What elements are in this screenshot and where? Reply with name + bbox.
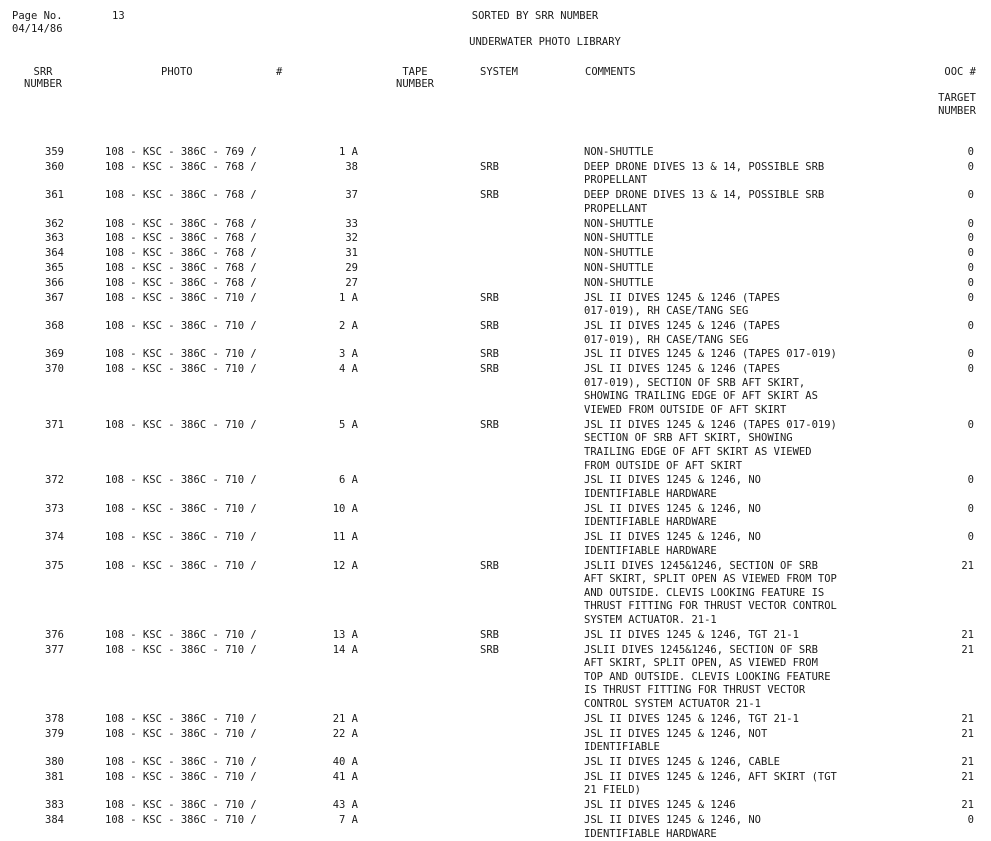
comment-line: DEEP DRONE DIVES 13 & 14, POSSIBLE SRB bbox=[584, 189, 825, 202]
srr-number: 374 bbox=[45, 531, 64, 544]
target-number: 0 bbox=[967, 232, 974, 245]
target-number: 0 bbox=[967, 247, 974, 260]
target-number: 0 bbox=[967, 474, 974, 487]
comment-line: JSL II DIVES 1245 & 1246, NO bbox=[584, 474, 762, 487]
comment-line: AFT SKIRT, SPLIT OPEN, AS VIEWED FROM bbox=[584, 657, 818, 670]
photo-id: 108 - KSC - 386C - 710 / bbox=[105, 418, 257, 431]
srr-number: 375 bbox=[45, 559, 64, 572]
srr-number: 363 bbox=[45, 232, 64, 245]
comment-line: NON-SHUTTLE bbox=[584, 276, 654, 289]
system: SRB bbox=[480, 291, 499, 304]
sort-title: SORTED BY SRR NUMBER bbox=[471, 10, 599, 22]
comment-line: IDENTIFIABLE HARDWARE bbox=[584, 544, 717, 557]
photo-id: 108 - KSC - 386C - 710 / bbox=[105, 531, 257, 544]
comment-line: JSL II DIVES 1245 & 1246 (TAPES bbox=[584, 291, 780, 304]
photo-id: 108 - KSC - 386C - 710 / bbox=[105, 291, 257, 304]
photo-number: 29 bbox=[345, 262, 358, 274]
srr-number: 384 bbox=[45, 814, 64, 826]
system: SRB bbox=[480, 628, 499, 641]
photo-id: 108 - KSC - 386C - 710 / bbox=[105, 474, 257, 487]
photo-number: 21 A bbox=[332, 712, 358, 725]
photo-id: 108 - KSC - 386C - 710 / bbox=[105, 628, 257, 641]
photo-id: 108 - KSC - 386C - 710 / bbox=[105, 770, 257, 783]
header-hash: # bbox=[276, 66, 283, 78]
srr-number: 379 bbox=[45, 727, 64, 740]
comment-line: AND OUTSIDE. CLEVIS LOOKING FEATURE IS bbox=[584, 586, 825, 599]
target-number: 21 bbox=[961, 756, 974, 768]
comment-line: PROPELLANT bbox=[584, 202, 648, 215]
comment-line: JSL II DIVES 1245 & 1246 (TAPES bbox=[584, 320, 780, 332]
photo-number: 32 bbox=[345, 232, 358, 245]
target-number: 0 bbox=[967, 291, 974, 304]
srr-number: 370 bbox=[45, 363, 64, 376]
photo-id: 108 - KSC - 386C - 769 / bbox=[105, 146, 257, 158]
comment-line: IDENTIFIABLE HARDWARE bbox=[584, 488, 717, 500]
srr-number: 368 bbox=[45, 320, 64, 332]
comment-line: JSLII DIVES 1245&1246, SECTION OF SRB bbox=[584, 559, 818, 572]
photo-number: 31 bbox=[345, 247, 358, 260]
photo-id: 108 - KSC - 386C - 768 / bbox=[105, 262, 257, 274]
comment-line: IDENTIFIABLE HARDWARE bbox=[584, 827, 717, 840]
target-number: 21 bbox=[961, 799, 974, 812]
page-number: 13 bbox=[112, 10, 125, 22]
photo-id: 108 - KSC - 386C - 768 / bbox=[105, 247, 257, 260]
system: SRB bbox=[480, 348, 499, 361]
photo-number: 14 A bbox=[332, 643, 358, 656]
srr-number: 380 bbox=[45, 756, 64, 768]
srr-number: 378 bbox=[45, 712, 64, 725]
srr-number: 367 bbox=[45, 291, 64, 304]
photo-number: 3 A bbox=[339, 348, 358, 361]
system: SRB bbox=[480, 320, 499, 332]
comment-line: NON-SHUTTLE bbox=[584, 146, 654, 158]
photo-number: 2 A bbox=[339, 320, 358, 332]
srr-number: 383 bbox=[45, 799, 64, 812]
target-number: 0 bbox=[967, 146, 974, 158]
header-srr-number: NUMBER bbox=[24, 78, 62, 90]
comment-line: TRAILING EDGE OF AFT SKIRT AS VIEWED bbox=[584, 446, 812, 458]
photo-number: 4 A bbox=[339, 363, 358, 376]
photo-number: 10 A bbox=[332, 502, 358, 515]
comment-line: PROPELLANT bbox=[584, 174, 648, 187]
comment-line: JSL II DIVES 1245 & 1246, NO bbox=[584, 814, 762, 826]
photo-number: 13 A bbox=[332, 628, 358, 641]
comment-line: JSL II DIVES 1245 & 1246 bbox=[584, 799, 736, 812]
photo-number: 41 A bbox=[332, 770, 358, 783]
comment-line: AFT SKIRT, SPLIT OPEN AS VIEWED FROM TOP bbox=[584, 573, 837, 586]
photo-number: 27 bbox=[345, 276, 358, 289]
comment-line: JSL II DIVES 1245 & 1246, NOT bbox=[584, 727, 768, 740]
comment-line: 017-019), RH CASE/TANG SEG bbox=[584, 333, 749, 346]
target-number: 21 bbox=[961, 727, 974, 740]
photo-number: 38 bbox=[345, 160, 358, 173]
header-ooc: OOC # bbox=[944, 66, 976, 78]
comment-line: JSLII DIVES 1245&1246, SECTION OF SRB bbox=[584, 643, 818, 656]
photo-number: 6 A bbox=[339, 474, 358, 487]
target-number: 0 bbox=[967, 502, 974, 515]
target-number: 0 bbox=[967, 276, 974, 289]
srr-number: 372 bbox=[45, 474, 64, 487]
target-number: 0 bbox=[967, 418, 974, 431]
comment-line: JSL II DIVES 1245 & 1246 (TAPES 017-019) bbox=[584, 418, 837, 431]
comment-line: DEEP DRONE DIVES 13 & 14, POSSIBLE SRB bbox=[584, 160, 825, 173]
comment-line: JSL II DIVES 1245 & 1246, NO bbox=[584, 531, 762, 544]
comment-line: JSL II DIVES 1245 & 1246, AFT SKIRT (TGT bbox=[584, 770, 837, 783]
photo-id: 108 - KSC - 386C - 768 / bbox=[105, 217, 257, 230]
photo-id: 108 - KSC - 386C - 710 / bbox=[105, 559, 257, 572]
target-number: 21 bbox=[961, 559, 974, 572]
comment-line: VIEWED FROM OUTSIDE OF AFT SKIRT bbox=[584, 404, 787, 416]
target-number: 0 bbox=[967, 531, 974, 544]
photo-number: 37 bbox=[345, 189, 358, 202]
photo-id: 108 - KSC - 386C - 768 / bbox=[105, 189, 257, 202]
target-number: 0 bbox=[967, 262, 974, 274]
photo-id: 108 - KSC - 386C - 710 / bbox=[105, 756, 257, 768]
comment-line: 017-019), RH CASE/TANG SEG bbox=[584, 305, 749, 318]
srr-number: 381 bbox=[45, 770, 64, 783]
photo-id: 108 - KSC - 386C - 710 / bbox=[105, 502, 257, 515]
photo-id: 108 - KSC - 386C - 768 / bbox=[105, 276, 257, 289]
comment-line: SECTION OF SRB AFT SKIRT, SHOWING bbox=[584, 432, 793, 445]
target-number: 0 bbox=[967, 348, 974, 361]
comment-line: IDENTIFIABLE HARDWARE bbox=[584, 516, 717, 529]
comment-line: FROM OUTSIDE OF AFT SKIRT bbox=[584, 459, 743, 472]
comment-line: JSL II DIVES 1245 & 1246 (TAPES 017-019) bbox=[584, 348, 837, 361]
header-srr: SRR bbox=[33, 66, 53, 78]
page-label: Page No. bbox=[12, 10, 63, 22]
comment-line: NON-SHUTTLE bbox=[584, 262, 654, 274]
comment-line: JSL II DIVES 1245 & 1246, TGT 21-1 bbox=[584, 712, 799, 725]
photo-number: 22 A bbox=[332, 727, 358, 740]
comment-line: NON-SHUTTLE bbox=[584, 247, 654, 260]
photo-number: 11 A bbox=[332, 531, 358, 544]
srr-number: 371 bbox=[45, 418, 64, 431]
system: SRB bbox=[480, 418, 499, 431]
comment-line: JSL II DIVES 1245 & 1246 (TAPES bbox=[584, 363, 780, 376]
photo-number: 7 A bbox=[339, 814, 358, 826]
srr-number: 361 bbox=[45, 189, 64, 202]
photo-id: 108 - KSC - 386C - 710 / bbox=[105, 727, 257, 740]
photo-id: 108 - KSC - 386C - 710 / bbox=[105, 814, 257, 826]
photo-number: 5 A bbox=[339, 418, 358, 431]
comment-line: IDENTIFIABLE bbox=[584, 741, 660, 754]
header-system: SYSTEM bbox=[480, 66, 518, 78]
comment-line: TOP AND OUTSIDE. CLEVIS LOOKING FEATURE bbox=[584, 670, 831, 683]
photo-number: 1 A bbox=[339, 146, 358, 158]
target-number: 21 bbox=[961, 712, 974, 725]
target-number: 0 bbox=[967, 217, 974, 230]
photo-number: 40 A bbox=[332, 756, 358, 768]
srr-number: 377 bbox=[45, 643, 64, 656]
library-title: UNDERWATER PHOTO LIBRARY bbox=[469, 36, 621, 48]
target-number: 0 bbox=[967, 814, 974, 826]
target-number: 21 bbox=[961, 770, 974, 783]
comment-line: SYSTEM ACTUATOR. 21-1 bbox=[584, 614, 717, 626]
comment-line: CONTROL SYSTEM ACTUATOR 21-1 bbox=[584, 698, 762, 710]
header-comments: COMMENTS bbox=[585, 66, 636, 78]
report-date: 04/14/86 bbox=[12, 23, 63, 35]
header-photo: PHOTO bbox=[161, 66, 193, 78]
photo-number: 33 bbox=[345, 217, 358, 230]
comment-line: IS THRUST FITTING FOR THRUST VECTOR bbox=[584, 684, 806, 697]
header-target-number: NUMBER bbox=[938, 105, 976, 117]
srr-number: 366 bbox=[45, 276, 64, 289]
system: SRB bbox=[480, 363, 499, 376]
srr-number: 362 bbox=[45, 217, 64, 230]
photo-id: 108 - KSC - 386C - 710 / bbox=[105, 799, 257, 812]
photo-id: 108 - KSC - 386C - 710 / bbox=[105, 363, 257, 376]
comment-line: JSL II DIVES 1245 & 1246, TGT 21-1 bbox=[584, 628, 799, 641]
srr-number: 369 bbox=[45, 348, 64, 361]
photo-number: 1 A bbox=[339, 291, 358, 304]
system: SRB bbox=[480, 643, 499, 656]
target-number: 0 bbox=[967, 363, 974, 376]
photo-id: 108 - KSC - 386C - 710 / bbox=[105, 348, 257, 361]
comment-line: JSL II DIVES 1245 & 1246, CABLE bbox=[584, 756, 780, 768]
header-tape: TAPE bbox=[402, 66, 428, 78]
photo-id: 108 - KSC - 386C - 710 / bbox=[105, 320, 257, 332]
photo-number: 43 A bbox=[332, 799, 358, 812]
system: SRB bbox=[480, 160, 499, 173]
comment-line: NON-SHUTTLE bbox=[584, 232, 654, 245]
srr-number: 359 bbox=[45, 146, 64, 158]
comment-line: JSL II DIVES 1245 & 1246, NO bbox=[584, 502, 762, 515]
header-target: TARGET bbox=[938, 92, 976, 104]
photo-id: 108 - KSC - 386C - 710 / bbox=[105, 712, 257, 725]
comment-line: 21 FIELD) bbox=[584, 784, 641, 797]
comment-line: THRUST FITTING FOR THRUST VECTOR CONTROL bbox=[584, 600, 837, 613]
photo-id: 108 - KSC - 386C - 710 / bbox=[105, 643, 257, 656]
target-number: 21 bbox=[961, 628, 974, 641]
srr-number: 360 bbox=[45, 160, 64, 173]
system: SRB bbox=[480, 559, 499, 572]
comment-line: 017-019), SECTION OF SRB AFT SKIRT, bbox=[584, 376, 806, 389]
srr-number: 373 bbox=[45, 502, 64, 515]
target-number: 21 bbox=[961, 643, 974, 656]
srr-number: 376 bbox=[45, 628, 64, 641]
target-number: 0 bbox=[967, 160, 974, 173]
target-number: 0 bbox=[967, 189, 974, 202]
system: SRB bbox=[480, 189, 499, 202]
photo-id: 108 - KSC - 386C - 768 / bbox=[105, 160, 257, 173]
target-number: 0 bbox=[967, 320, 974, 332]
srr-number: 364 bbox=[45, 247, 64, 260]
comment-line: NON-SHUTTLE bbox=[584, 217, 654, 230]
photo-id: 108 - KSC - 386C - 768 / bbox=[105, 232, 257, 245]
comment-line: SHOWING TRAILING EDGE OF AFT SKIRT AS bbox=[584, 390, 818, 403]
srr-number: 365 bbox=[45, 262, 64, 274]
header-tape-number: NUMBER bbox=[396, 78, 434, 90]
photo-number: 12 A bbox=[332, 559, 358, 572]
